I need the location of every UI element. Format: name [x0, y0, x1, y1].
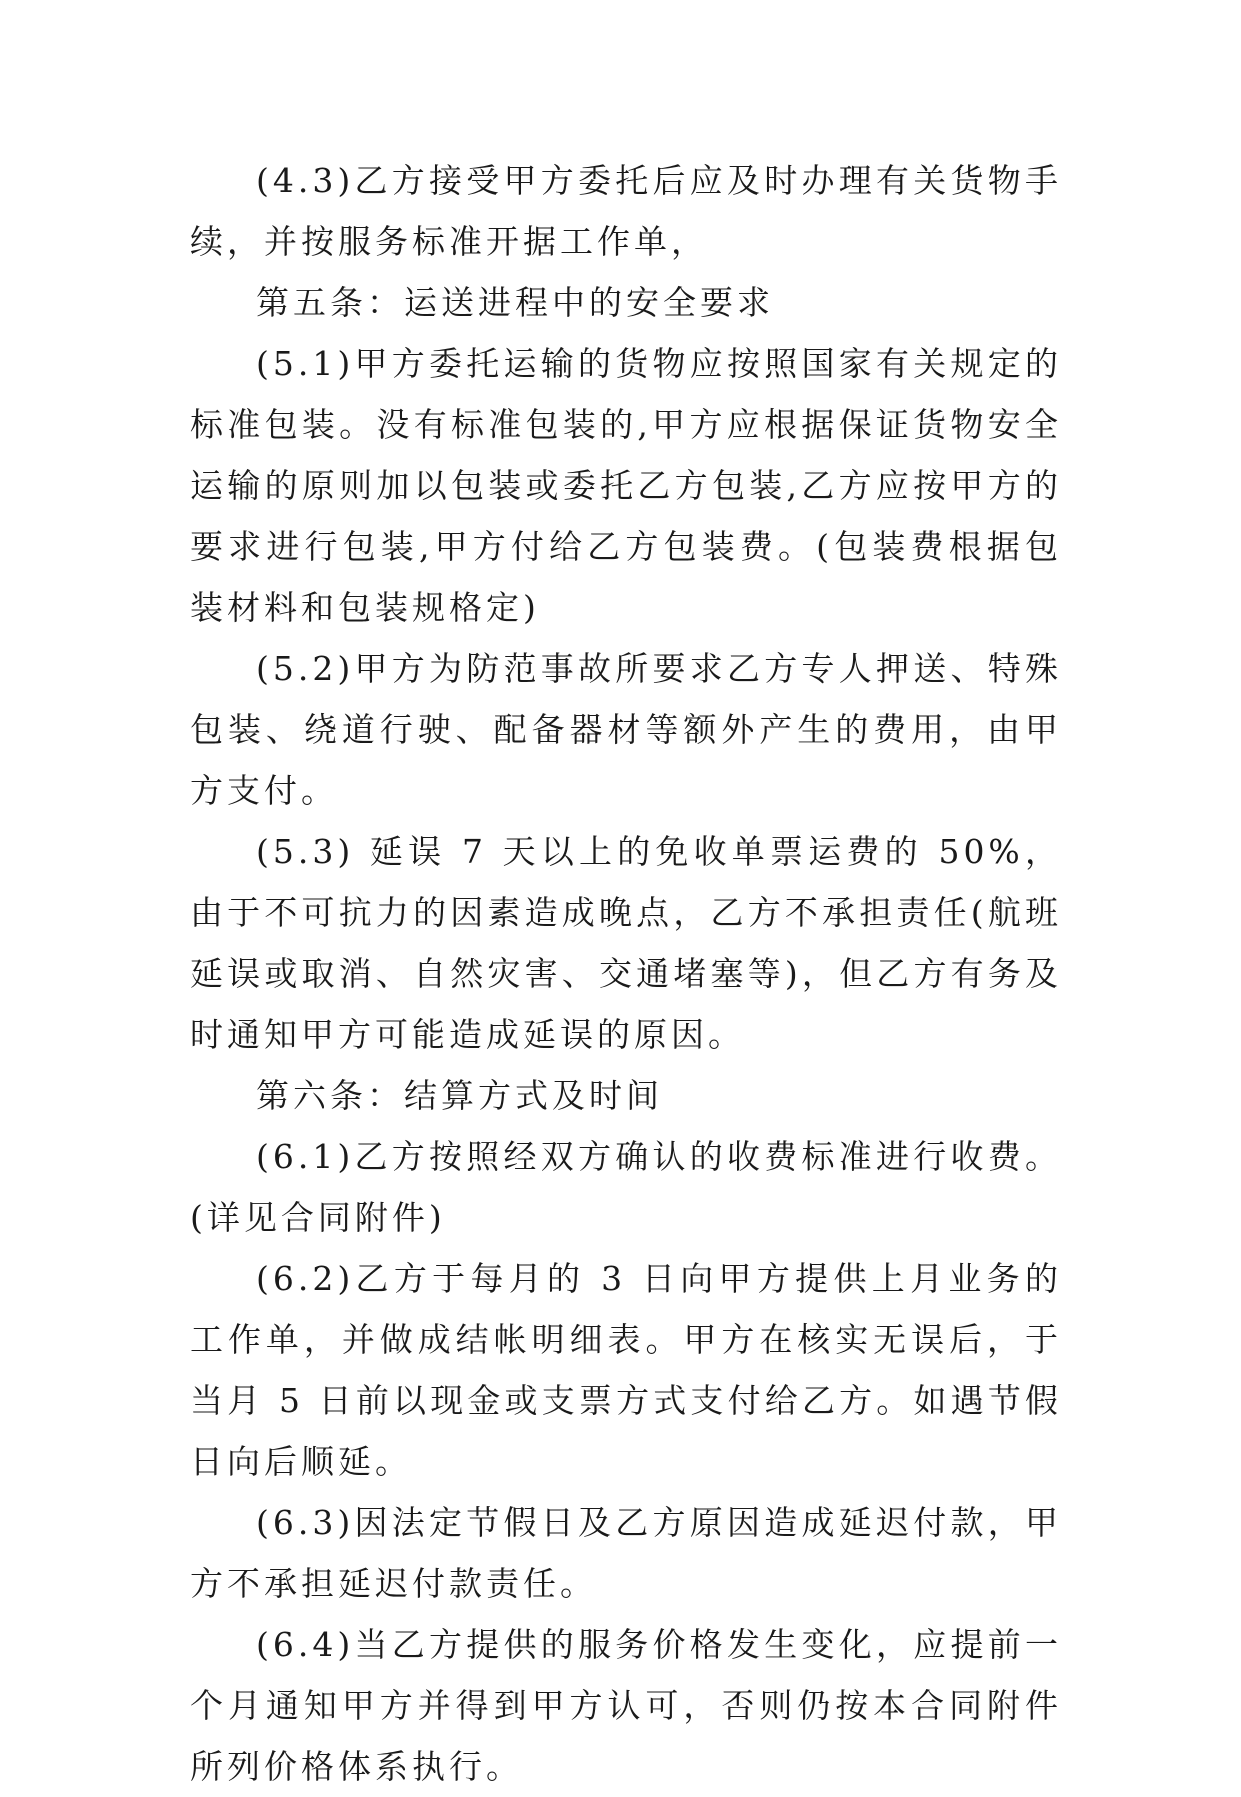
paragraph-5-1: (5.1)甲方委托运输的货物应按照国家有关规定的标准包装。没有标准包装的,甲方应根据保证货物安全运输的原则加以包装或委托乙方包装,乙方应按甲方的要求进行包装,甲方付给乙方包装费。(包装费根据包装材料和包装规格定) — [190, 344, 1062, 627]
paragraph-5-2: (5.2)甲方为防范事故所要求乙方专人押送、特殊包装、绕道行驶、配备器材等额外产生的费用，由甲方支付。 — [190, 649, 1062, 810]
heading-article-5: 第五条：运送进程中的安全要求 — [256, 283, 774, 322]
document-body — [190, 150, 1062, 1797]
paragraph-6-3: (6.3)因法定节假日及乙方原因造成延迟付款，甲方不承担延迟付款责任。 — [190, 1503, 1062, 1603]
paragraph-6-1: (6.1)乙方按照经双方确认的收费标准进行收费。(详见合同附件) — [190, 1137, 1062, 1237]
paragraph-6-2: (6.2)乙方于每月的 3 日向甲方提供上月业务的工作单，并做成结帐明细表。甲方在核实无误后，于当月 5 日前以现金或支票方式支付给乙方。如遇节假日向后顺延。 — [190, 1259, 1062, 1481]
paragraph-6-4: (6.4)当乙方提供的服务价格发生变化，应提前一个月通知甲方并得到甲方认可，否则仍按本合同附件所列价格体系执行。 — [190, 1625, 1062, 1786]
heading-article-6: 第六条：结算方式及时间 — [256, 1076, 663, 1115]
paragraph-4-3: (4.3)乙方接受甲方委托后应及时办理有关货物手续，并按服务标准开据工作单， — [190, 161, 1062, 261]
paragraph-5-3: (5.3) 延误 7 天以上的免收单票运费的 50%，由于不可抗力的因素造成晚点，乙方不承担责任(航班延误或取消、自然灾害、交通堵塞等)，但乙方有务及时通知甲方可能造成延误的原因。 — [190, 832, 1062, 1054]
